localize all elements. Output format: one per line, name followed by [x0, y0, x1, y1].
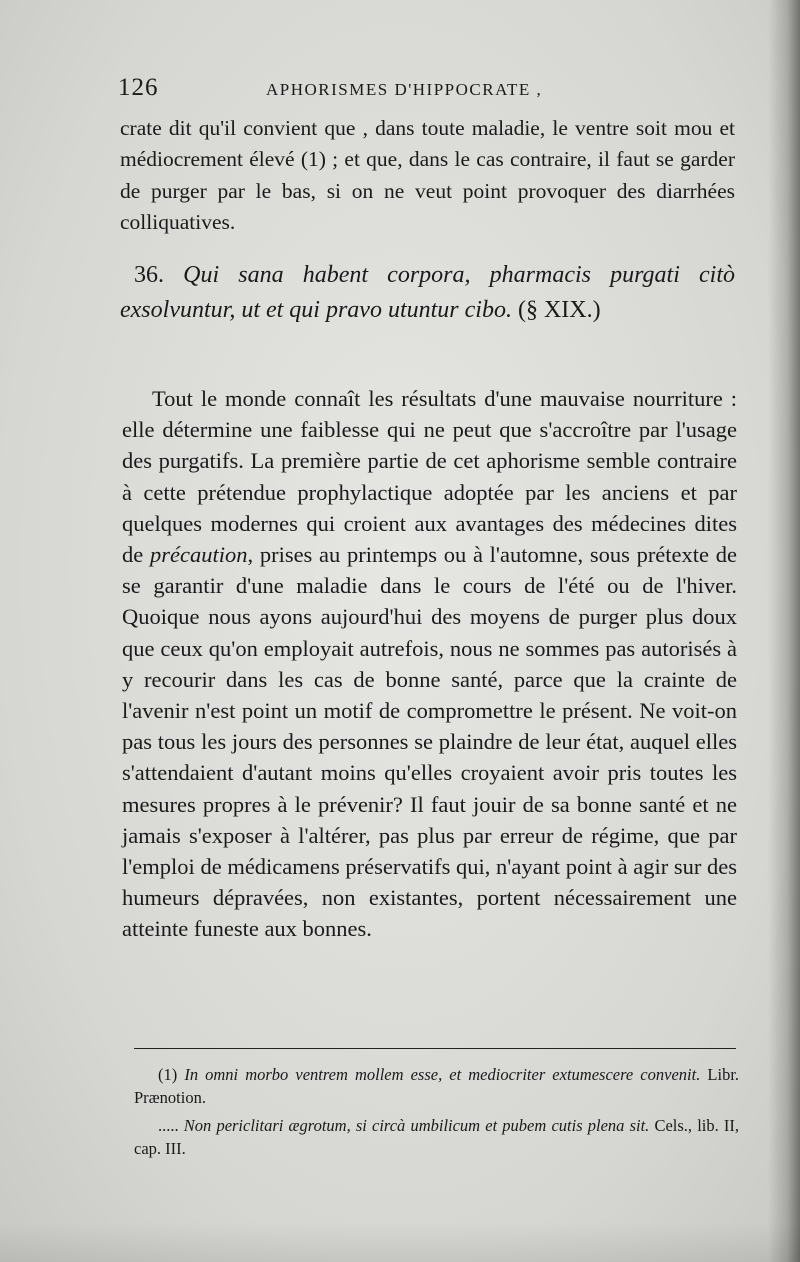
footnote-1-latin: In omni morbo ventrem mollem esse, et mediocriter extumescere convenit.: [184, 1065, 701, 1084]
running-title: APHORISMES D'HIPPOCRATE ,: [266, 80, 543, 99]
footnote-rule: [134, 1048, 736, 1049]
aphorism-36: [120, 258, 735, 328]
footnote-1-mark: (1): [158, 1065, 178, 1084]
footnote-2-latin: Non periclitari ægrotum, si circà umbilicum et pubem cutis plena sit.: [183, 1116, 650, 1135]
footnotes: [134, 1064, 739, 1160]
commentary-emphasis: précaution: [149, 542, 248, 568]
page-header: [118, 74, 738, 110]
footnote-2-dots: .....: [158, 1116, 179, 1135]
commentary-text-part1: Tout le monde connaît les résultats d'une mauvaise nourriture : elle détermine une faiblesse qui ne peut que s'accroître par l'usage des purgatifs. La première partie de cet aphorisme semble contraire à cette prétendue prophylactique adoptée par les anciens et par quelques modernes qui croient aux avantages des médecines dites de: [122, 386, 737, 568]
commentary-text-part2: , prises au printemps ou à l'automne, sous prétexte de se garantir d'une maladie dans le cours de l'été ou de l'hiver. Quoique nous ayons aujourd'hui des moyens de purger plus doux que ceux qu'on employait autrefois, nous ne sommes pas autorisés à y recourir dans les cas de bonne santé, parce que la crainte de l'avenir n'est point un motif de compromettre le présent. Ne voit-on pas tous les jours des personnes se plaindre de leur état, auquel elles s'attendaient d'autant moins qu'elles croyaient avoir pris toutes les mesures propres à le prévenir? Il faut jouir de sa bonne santé et ne jamais s'exposer à l'altérer, pas plus par erreur de régime, que par l'emploi de médicamens préservatifs qui, n'ayant point à agir sur des humeurs dépravées, non existantes, portent nécessairement une atteinte funeste aux bonnes.: [122, 542, 737, 942]
page-bottom-shadow: [0, 1222, 800, 1262]
footnote-1-source: Libr. Prænotion.: [134, 1065, 740, 1107]
footnote-2: [134, 1115, 739, 1160]
aphorism-latin-text: Qui sana habent corpora, pharmacis purgati citò exsolvuntur, ut et qui pravo utuntur cibo.: [120, 262, 736, 323]
page-number: 126: [118, 74, 159, 101]
page-gutter-shadow: [768, 0, 800, 1262]
footnote-1: [134, 1064, 739, 1109]
intro-paragraph: crate dit qu'il convient que , dans toute maladie, le ventre soit mou et médiocrement élevé (1) ; et que, dans le cas contraire, il faut se garder de purger par le bas, si on ne veut point provoquer des diarrhées colliquatives.: [120, 116, 735, 235]
aphorism-reference: (§ XIX.): [517, 297, 601, 323]
footnote-2-source: Cels., lib. II, cap. III.: [134, 1116, 739, 1158]
commentary-paragraph: [122, 383, 737, 945]
aphorism-number: 36.: [134, 262, 164, 288]
